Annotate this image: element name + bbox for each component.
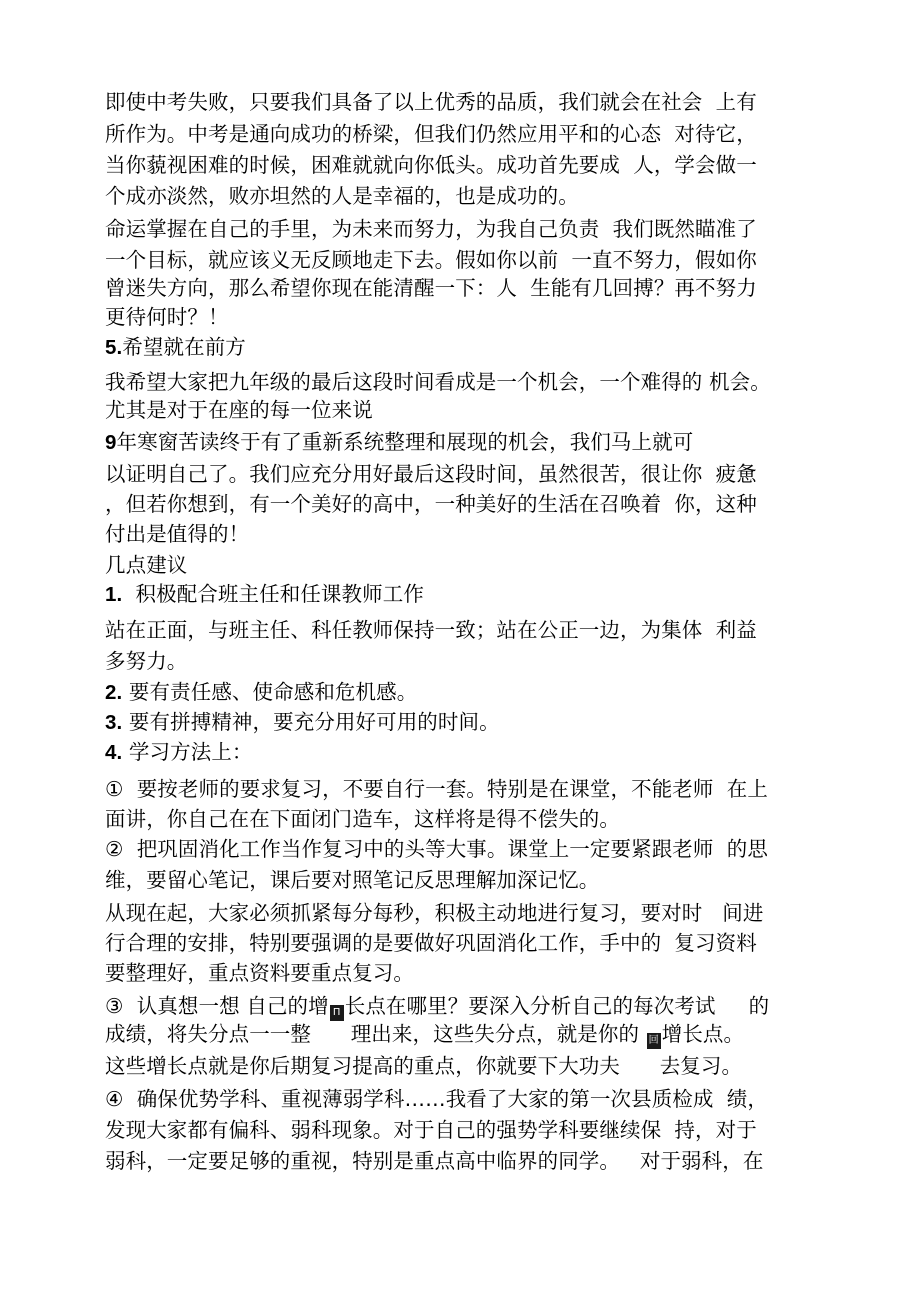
text-line: 付出是值得的！: [105, 522, 250, 546]
text-line: [105, 992, 769, 1021]
item-number: 2.: [105, 681, 123, 704]
text-line: 更待何时？！: [105, 305, 229, 329]
list-item: [105, 738, 253, 767]
text-line: ④ 确保优势学科、重视薄弱学科……我看了大家的第一次县质检成 绩，: [105, 1087, 768, 1111]
text-line: 我希望大家把九年级的最后这段时间看成是一个机会，一个难得的 机会。: [105, 370, 771, 394]
item-text: 学习方法上：: [122, 740, 253, 764]
line-text: ③ 认真想一想 自己的增: [105, 994, 329, 1018]
item-number: 3.: [105, 711, 123, 734]
text-line: 尤其是对于在座的每一位来说: [105, 398, 373, 422]
item-number: 4.: [105, 741, 123, 764]
text-line: ② 把巩固消化工作当作复习中的头等大事。课堂上一定要紧跟老师 的思: [105, 837, 768, 861]
text-line: 曾迷失方向，那么希望你现在能清醒一下：人 生能有几回搏？再不努力: [105, 276, 757, 300]
text-line: 面讲，你自己在在下面闭门造车，这样将是得不偿失的。: [105, 807, 620, 831]
line-text: 年寒窗苦读终于有了重新系统整理和展现的机会，我们马上就可: [116, 430, 694, 454]
text-line: 这些增长点就是你后期复习提高的重点，你就要下大功夫 去复习。: [105, 1054, 743, 1078]
text-line: 行合理的安排，特别要强调的是要做好巩固消化工作，手中的 复习资料: [105, 931, 757, 955]
line-text: 成绩，将失分点一一整 理出来，这些失分点，就是你的: [105, 1022, 646, 1046]
text-line: 即使中考失败，只要我们具备了以上优秀的品质，我们就会在社会 上有: [105, 90, 757, 114]
text-line: 命运掌握在自己的手里，为未来而努力，为我自己负责 我们既然瞄准了: [105, 217, 757, 241]
item-number: 1.: [105, 583, 123, 606]
text-line: 从现在起，大家必须抓紧每分每秒，积极主动地进行复习，要对时 间进: [105, 901, 764, 925]
text-line: 当你藐视困难的时候，困难就就向你低头。成功首先要成 人，学会做一: [105, 153, 757, 177]
heading-text: 希望就在前方: [122, 335, 246, 359]
text-line: ① 要按老师的要求复习，不要自行一套。特别是在课堂，不能老师 在上: [105, 777, 768, 801]
text-line: 所作为。中考是通向成功的桥梁，但我们仍然应用平和的心态 对待它，: [105, 122, 757, 146]
scan-artifact-icon: 回: [647, 1033, 661, 1049]
text-line: 发现大家都有偏科、弱科现象。对于自己的强势学科要继续保 持，对于: [105, 1118, 757, 1142]
text-line: [105, 428, 693, 457]
item-text: 要有拼搏精神，要充分用好可用的时间。: [122, 710, 500, 734]
heading-number: 5.: [105, 336, 123, 359]
line-text: 长点在哪里？要深入分析自己的每次考试 的: [344, 994, 770, 1018]
text-line: 站在正面，与班主任、科任教师保持一致；站在公正一边，为集体 利益: [105, 618, 757, 642]
line-text: 增长点。: [661, 1022, 745, 1046]
text-line: 个成亦淡然，败亦坦然的人是幸福的，也是成功的。: [105, 184, 579, 208]
text-line: 多努力。: [105, 649, 188, 673]
text-line: 维，要留心笔记，课后要对照笔记反思理解加深记忆。: [105, 868, 600, 892]
line-number: 9: [105, 431, 117, 454]
text-line: 要整理好，重点资料要重点复习。: [105, 961, 414, 985]
text-line: [105, 1020, 744, 1049]
section-heading: [105, 333, 246, 362]
text-line: 以证明自己了。我们应充分用好最后这段时间，虽然很苦，很让你 疲惫: [105, 462, 757, 486]
text-line: 弱科，一定要足够的重视，特别是重点高中临界的同学。 对于弱科，在: [105, 1149, 764, 1173]
text-line: 一个目标，就应该义无反顾地走下去。假如你以前 一直不努力，假如你: [105, 248, 757, 272]
list-item: [105, 708, 500, 737]
list-item: [105, 580, 424, 609]
scan-artifact-icon: П: [330, 1005, 344, 1021]
list-item: [105, 678, 417, 707]
item-text: 积极配合班主任和任课教师工作: [122, 582, 424, 606]
text-line: ，但若你想到，有一个美好的高中，一种美好的生活在召唤着 你，这种: [105, 492, 757, 516]
item-text: 要有责任感、使命感和危机感。: [122, 680, 418, 704]
section-heading: 几点建议: [105, 553, 188, 577]
